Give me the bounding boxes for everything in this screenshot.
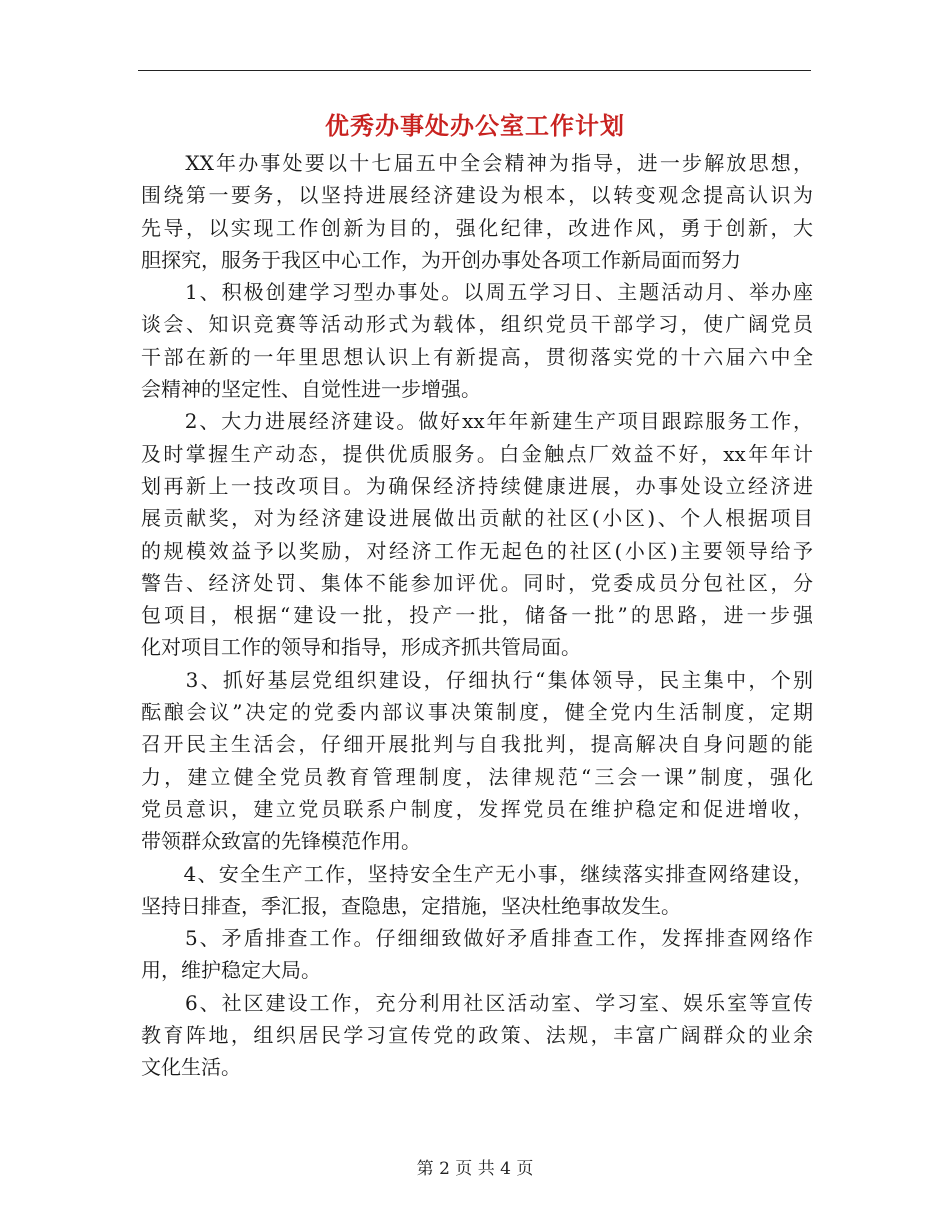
text-line: 4、安全生产工作，坚持安全生产无小事，继续落实排查网络建设， — [141, 861, 813, 886]
header-rule — [138, 70, 811, 71]
paragraph — [141, 405, 813, 663]
text-line: 会精神的坚定性、自觉性进一步增强。 — [141, 377, 481, 402]
text-line: 先导，以实现工作创新为目的，强化纪律，改进作风，勇于创新，大 — [141, 215, 813, 240]
text-line: 围绕第一要务，以坚持进展经济建设为根本，以转变观念提高认识为 — [141, 183, 813, 208]
text-line: 教育阵地，组织居民学习宣传党的政策、法规，丰富广阔群众的业余 — [141, 1023, 813, 1048]
text-line: 召开民主生活会，仔细开展批判与自我批判，提高解决自身问题的能 — [141, 732, 813, 757]
text-line: 及时掌握生产动态，提供优质服务。白金触点厂效益不好，xx年年计 — [141, 441, 813, 466]
text-line: 带领群众致富的先锋模范作用。 — [141, 829, 421, 854]
page-footer: 第 2 页 共 4 页 — [416, 1159, 534, 1179]
text-line: XX年办事处要以十七届五中全会精神为指导，进一步解放思想， — [141, 151, 813, 175]
text-line: 化对项目工作的领导和指导，形成齐抓共管局面。 — [141, 635, 581, 660]
text-line: 力，建立健全党员教育管理制度，法律规范“三会一课”制度，强化 — [141, 764, 813, 789]
document-title: 优秀办事处办公室工作计划 — [325, 112, 625, 140]
text-line: 坚持日排查，季汇报，查隐患，定措施，坚决杜绝事故发生。 — [141, 893, 681, 918]
text-line: 的规模效益予以奖励，对经济工作无起色的社区(小区)主要领导给予 — [141, 538, 813, 563]
text-line: 展贡献奖，对为经济建设进展做出贡献的社区(小区)、个人根据项目 — [141, 506, 813, 531]
text-line: 文化生活。 — [141, 1055, 241, 1080]
document-body — [141, 147, 813, 1084]
paragraph — [141, 858, 813, 923]
text-line: 包项目，根据“建设一批，投产一批，储备一批”的思路，进一步强 — [141, 603, 813, 628]
text-line: 6、社区建设工作，充分利用社区活动室、学习室、娱乐室等宣传 — [141, 990, 813, 1015]
text-line: 谈会、知识竞赛等活动形式为载体，组织党员干部学习，使广阔党员 — [141, 312, 813, 337]
text-line: 用，维护稳定大局。 — [141, 958, 321, 983]
text-line: 胆探究，服务于我区中心工作，为开创办事处各项工作新局面而努力 — [141, 247, 741, 272]
text-line: 2、大力进展经济建设。做好xx年年新建生产项目跟踪服务工作， — [141, 409, 813, 434]
paragraph — [141, 922, 813, 987]
text-line: 酝酿会议”决定的党委内部议事决策制度，健全党内生活制度，定期 — [141, 700, 813, 725]
text-line: 3、抓好基层党组织建设，仔细执行“集体领导，民主集中，个别 — [141, 667, 813, 692]
text-line: 5、矛盾排查工作。仔细细致做好矛盾排查工作，发挥排查网络作 — [141, 926, 813, 951]
paragraph — [141, 664, 813, 858]
paragraph — [141, 987, 813, 1084]
text-line: 警告、经济处罚、集体不能参加评优。同时，党委成员分包社区，分 — [141, 570, 813, 595]
text-line: 1、积极创建学习型办事处。以周五学习日、主题活动月、举办座 — [141, 280, 813, 305]
paragraph — [141, 276, 813, 405]
paragraph — [141, 147, 813, 276]
text-line: 党员意识，建立党员联系户制度，发挥党员在维护稳定和促进增收， — [141, 796, 813, 821]
text-line: 划再新上一技改项目。为确保经济持续健康进展，办事处设立经济进 — [141, 473, 813, 498]
text-line: 干部在新的一年里思想认识上有新提高，贯彻落实党的十六届六中全 — [141, 344, 813, 369]
